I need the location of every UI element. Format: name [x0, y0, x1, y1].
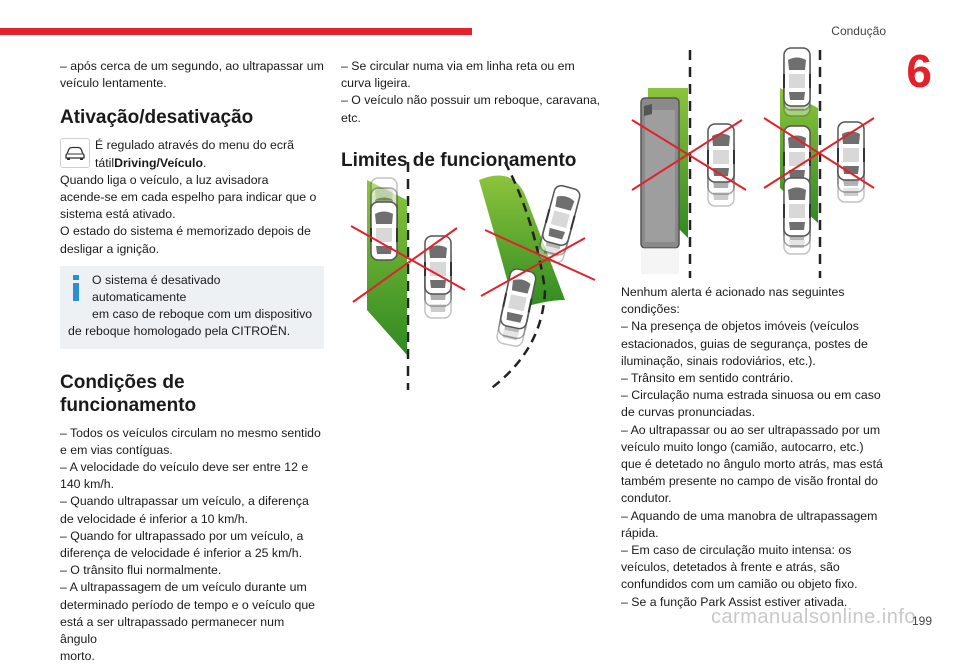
text-line: sistema está ativado. — [60, 207, 176, 222]
menu-path: Driving/Veículo — [114, 155, 203, 170]
text-line: 140 km/h. — [60, 477, 114, 492]
info-line: O sistema é desativado automaticamente — [92, 272, 221, 305]
menu-line-post: . — [202, 155, 207, 170]
text-line: – O trânsito flui normalmente. — [60, 563, 222, 578]
text-line: etc. — [341, 110, 361, 125]
text-line: – A velocidade do veículo deve ser entre 12 e — [60, 460, 309, 475]
text-line: – Quando for ultrapassado por um veículo, a — [60, 528, 304, 543]
heading-line: funcionamento — [60, 394, 197, 416]
text-line: veículo muito longo (camião, autocarro, etc.) — [621, 439, 864, 454]
text-line: – Se a função Park Assist estiver ativada. — [621, 594, 848, 609]
info-line: em caso de reboque com um dispositivo — [92, 307, 313, 322]
text-line: que é detetado no ângulo morto atrás, mas está — [621, 457, 883, 472]
text-line: O estado do sistema é memorizado depois de — [60, 224, 311, 239]
heading-line: Condições de — [60, 371, 185, 393]
text-line: curva ligeira. — [341, 76, 411, 91]
menu-line: É regulado através do menu do ecrã — [95, 138, 294, 153]
text-line: – A ultrapassagem de um veículo durante um — [60, 580, 307, 595]
text-line: – Na presença de objetos imóveis (veículos — [621, 319, 859, 334]
illustration-truck — [628, 48, 750, 280]
heading-activation: Ativação/desativação — [60, 107, 254, 129]
info-icon — [70, 275, 82, 306]
watermark: carmanualsonline.info — [710, 606, 916, 628]
page-number: 199 — [911, 614, 932, 628]
menu-line-pre: tátil — [95, 155, 115, 170]
section-title: Condução — [831, 24, 886, 38]
text-line: – O veículo não possuir um reboque, caravana, — [341, 93, 601, 108]
text-line: confundidos com um camião ou objeto fixo. — [621, 577, 858, 592]
text-line: – Circulação numa estrada sinuosa ou em caso — [621, 388, 881, 403]
text-line: – Quando ultrapassar um veículo, a diferença — [60, 494, 309, 509]
column-left — [60, 58, 324, 665]
column-right — [621, 284, 889, 611]
text-line: diferença de velocidade é inferior a 25 km/h. — [60, 546, 302, 561]
text-line: de velocidade é inferior a 10 km/h. — [60, 511, 248, 526]
heading-limits: Limites de funcionamento — [341, 149, 577, 171]
text-line: estacionados, guias de segurança, postes de — [621, 336, 868, 351]
text-line: – Ao ultrapassar ou ao ser ultrapassado por um — [621, 422, 881, 437]
text-line: – após cerca de um segundo, ao ultrapassar um — [60, 59, 324, 73]
text-line: veículo lentamente. — [60, 76, 167, 91]
chapter-number: 6 — [906, 45, 932, 97]
text-line: também presente no campo de visão frontal do — [621, 474, 879, 489]
illustration-curved-road — [475, 160, 605, 392]
text-line: – Todos os veículos circulam no mesmo sentido — [60, 425, 321, 440]
text-line: – Se circular numa via em linha reta ou em — [341, 59, 575, 73]
text-line: Nenhum alerta é acionado nas seguintes — [621, 285, 845, 299]
text-line: – Em caso de circulação muito intensa: os — [621, 543, 852, 558]
heading-conditions — [60, 371, 324, 417]
text-line: iluminação, sinais rodoviários, etc.). — [621, 353, 816, 368]
text-line: veículos, detetados à frente e atrás, são — [621, 560, 840, 575]
info-note — [60, 266, 324, 349]
illustration-dense-traffic — [752, 48, 882, 280]
text-line: – Aquando de uma manobra de ultrapassagem — [621, 508, 878, 523]
car-menu-icon — [60, 138, 90, 168]
text-line: condições: — [621, 302, 680, 317]
text-line: de curvas pronunciadas. — [621, 405, 755, 420]
header-accent-bar — [0, 28, 472, 35]
text-line: condutor. — [621, 491, 672, 506]
illustration-straight-road — [345, 160, 475, 392]
text-line: determinado período de tempo e o veículo que — [60, 597, 315, 612]
text-line: acende-se em cada espelho para indicar que o — [60, 190, 317, 205]
text-line: Quando liga o veículo, a luz avisadora — [60, 172, 269, 187]
text-line: morto. — [60, 649, 95, 664]
text-line: desligar a ignição. — [60, 241, 160, 256]
info-line: de reboque homologado pela CITROËN. — [68, 324, 291, 339]
text-line: e em vias contíguas. — [60, 442, 173, 457]
menu-instruction — [60, 137, 324, 171]
text-line: está a ser ultrapassado permanecer num ângulo — [60, 614, 285, 647]
text-line: – Trânsito em sentido contrário. — [621, 371, 794, 386]
text-line: rápida. — [621, 525, 659, 540]
